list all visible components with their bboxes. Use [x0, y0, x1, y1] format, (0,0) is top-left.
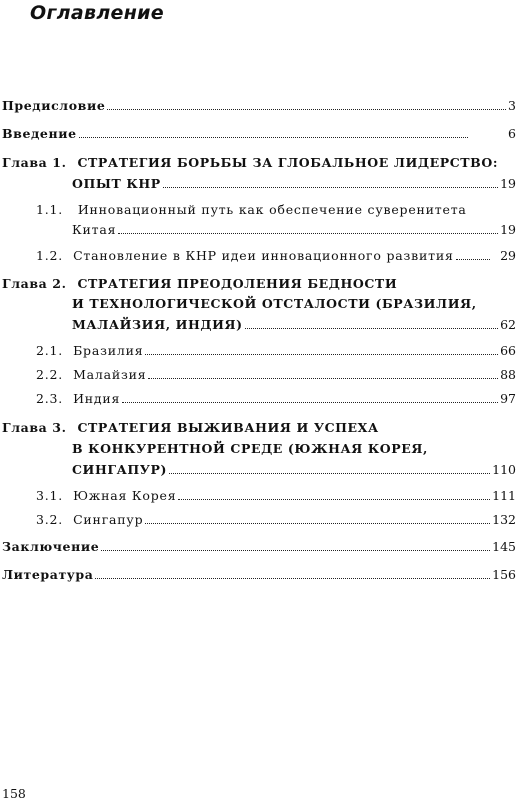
section-number: 3.1.	[36, 488, 64, 503]
chapter-label: Глава 1.	[2, 155, 67, 170]
leader-dots	[145, 523, 490, 524]
chapter-title: СТРАТЕГИЯ ПРЕОДОЛЕНИЯ БЕДНОСТИ	[77, 276, 398, 291]
entry-page: 110	[492, 462, 516, 477]
leader-dots	[245, 328, 498, 329]
entry-page: 97	[500, 391, 516, 406]
toc-entry-intro[interactable]	[2, 126, 516, 141]
entry-page: 132	[492, 512, 516, 527]
toc-section-2-3[interactable]	[36, 391, 516, 406]
entry-title: Введение	[2, 126, 77, 141]
entry-page: 66	[500, 343, 516, 358]
toc-section-3-1[interactable]	[36, 488, 516, 503]
section-number: 2.3.	[36, 391, 64, 406]
chapter-title-cont: В КОНКУРЕНТНОЙ СРЕДЕ (ЮЖНАЯ КОРЕЯ,	[72, 441, 429, 456]
chapter-label: Глава 2.	[2, 276, 67, 291]
entry-page: 145	[492, 539, 516, 554]
toc-chapter-2-line1[interactable]	[2, 276, 397, 291]
chapter-title: СТРАТЕГИЯ ВЫЖИВАНИЯ И УСПЕХА	[77, 420, 379, 435]
toc-heading: Оглавление	[30, 2, 164, 24]
toc-entry-conclusion[interactable]	[2, 539, 516, 554]
toc-chapter-1-line2[interactable]	[72, 176, 516, 191]
chapter-title-cont: СИНГАПУР)	[72, 462, 168, 477]
section-number: 1.1.	[36, 202, 64, 217]
toc-chapter-2-line2	[72, 296, 477, 311]
entry-page: 29	[500, 248, 516, 263]
toc-entry-literature[interactable]	[2, 567, 516, 582]
leader-dots	[163, 187, 498, 188]
toc-section-2-2[interactable]	[36, 367, 516, 382]
leader-dots	[122, 402, 498, 403]
leader-dots	[456, 259, 490, 260]
leader-dots	[95, 578, 490, 579]
entry-page: 19	[500, 176, 516, 191]
chapter-title-cont: ОПЫТ КНР	[72, 176, 161, 191]
leader-dots	[107, 109, 506, 110]
toc-section-1-2[interactable]	[36, 248, 516, 263]
leader-dots	[178, 499, 490, 500]
leader-dots	[169, 473, 490, 474]
toc-chapter-3-line2	[72, 441, 428, 456]
section-title-cont: Китая	[72, 222, 117, 237]
entry-page: 3	[508, 98, 516, 113]
leader-dots	[101, 550, 490, 551]
section-number: 2.2.	[36, 367, 64, 382]
section-number: 3.2.	[36, 512, 64, 527]
entry-page: 88	[500, 367, 516, 382]
toc-entry-preface[interactable]	[2, 98, 516, 113]
chapter-title-cont: И ТЕХНОЛОГИЧЕСКОЙ ОТСТАЛОСТИ (БРАЗИЛИЯ,	[72, 296, 477, 311]
section-title: Индия	[73, 391, 121, 406]
chapter-label: Глава 3.	[2, 420, 67, 435]
chapter-title-cont: МАЛАЙЗИЯ, ИНДИЯ)	[72, 317, 243, 332]
toc-section-3-2[interactable]	[36, 512, 516, 527]
entry-page: 111	[492, 488, 516, 503]
leader-dots	[118, 233, 498, 234]
section-title: Южная Корея	[73, 488, 177, 503]
section-title: Становление в КНР идеи инновационного развития	[73, 248, 454, 263]
entry-title: Предисловие	[2, 98, 106, 113]
section-title: Сингапур	[73, 512, 144, 527]
toc-section-1-1-line1[interactable]	[36, 202, 467, 217]
leader-dots	[145, 354, 498, 355]
page-number: 158	[2, 786, 26, 801]
toc-section-2-1[interactable]	[36, 343, 516, 358]
toc-section-1-1-line2[interactable]	[72, 222, 516, 237]
leader-dots	[148, 378, 498, 379]
entry-page: 6	[508, 126, 516, 141]
section-title: Бразилия	[73, 343, 144, 358]
chapter-title: СТРАТЕГИЯ БОРЬБЫ ЗА ГЛОБАЛЬНОЕ ЛИДЕРСТВО:	[77, 155, 499, 170]
entry-page: 156	[492, 567, 516, 582]
section-title: Инновационный путь как обеспечение суверенитета	[77, 202, 467, 217]
toc-chapter-3-line1[interactable]	[2, 420, 379, 435]
toc-chapter-3-line3[interactable]	[72, 462, 516, 477]
section-title: Малайзия	[73, 367, 147, 382]
entry-title: Литература	[2, 567, 94, 582]
entry-title: Заключение	[2, 539, 100, 554]
entry-page: 62	[500, 317, 516, 332]
toc-chapter-1-line1[interactable]	[2, 155, 498, 170]
section-number: 2.1.	[36, 343, 64, 358]
toc-chapter-2-line3[interactable]	[72, 317, 516, 332]
leader-dots	[79, 137, 468, 138]
section-number: 1.2.	[36, 248, 64, 263]
entry-page: 19	[500, 222, 516, 237]
